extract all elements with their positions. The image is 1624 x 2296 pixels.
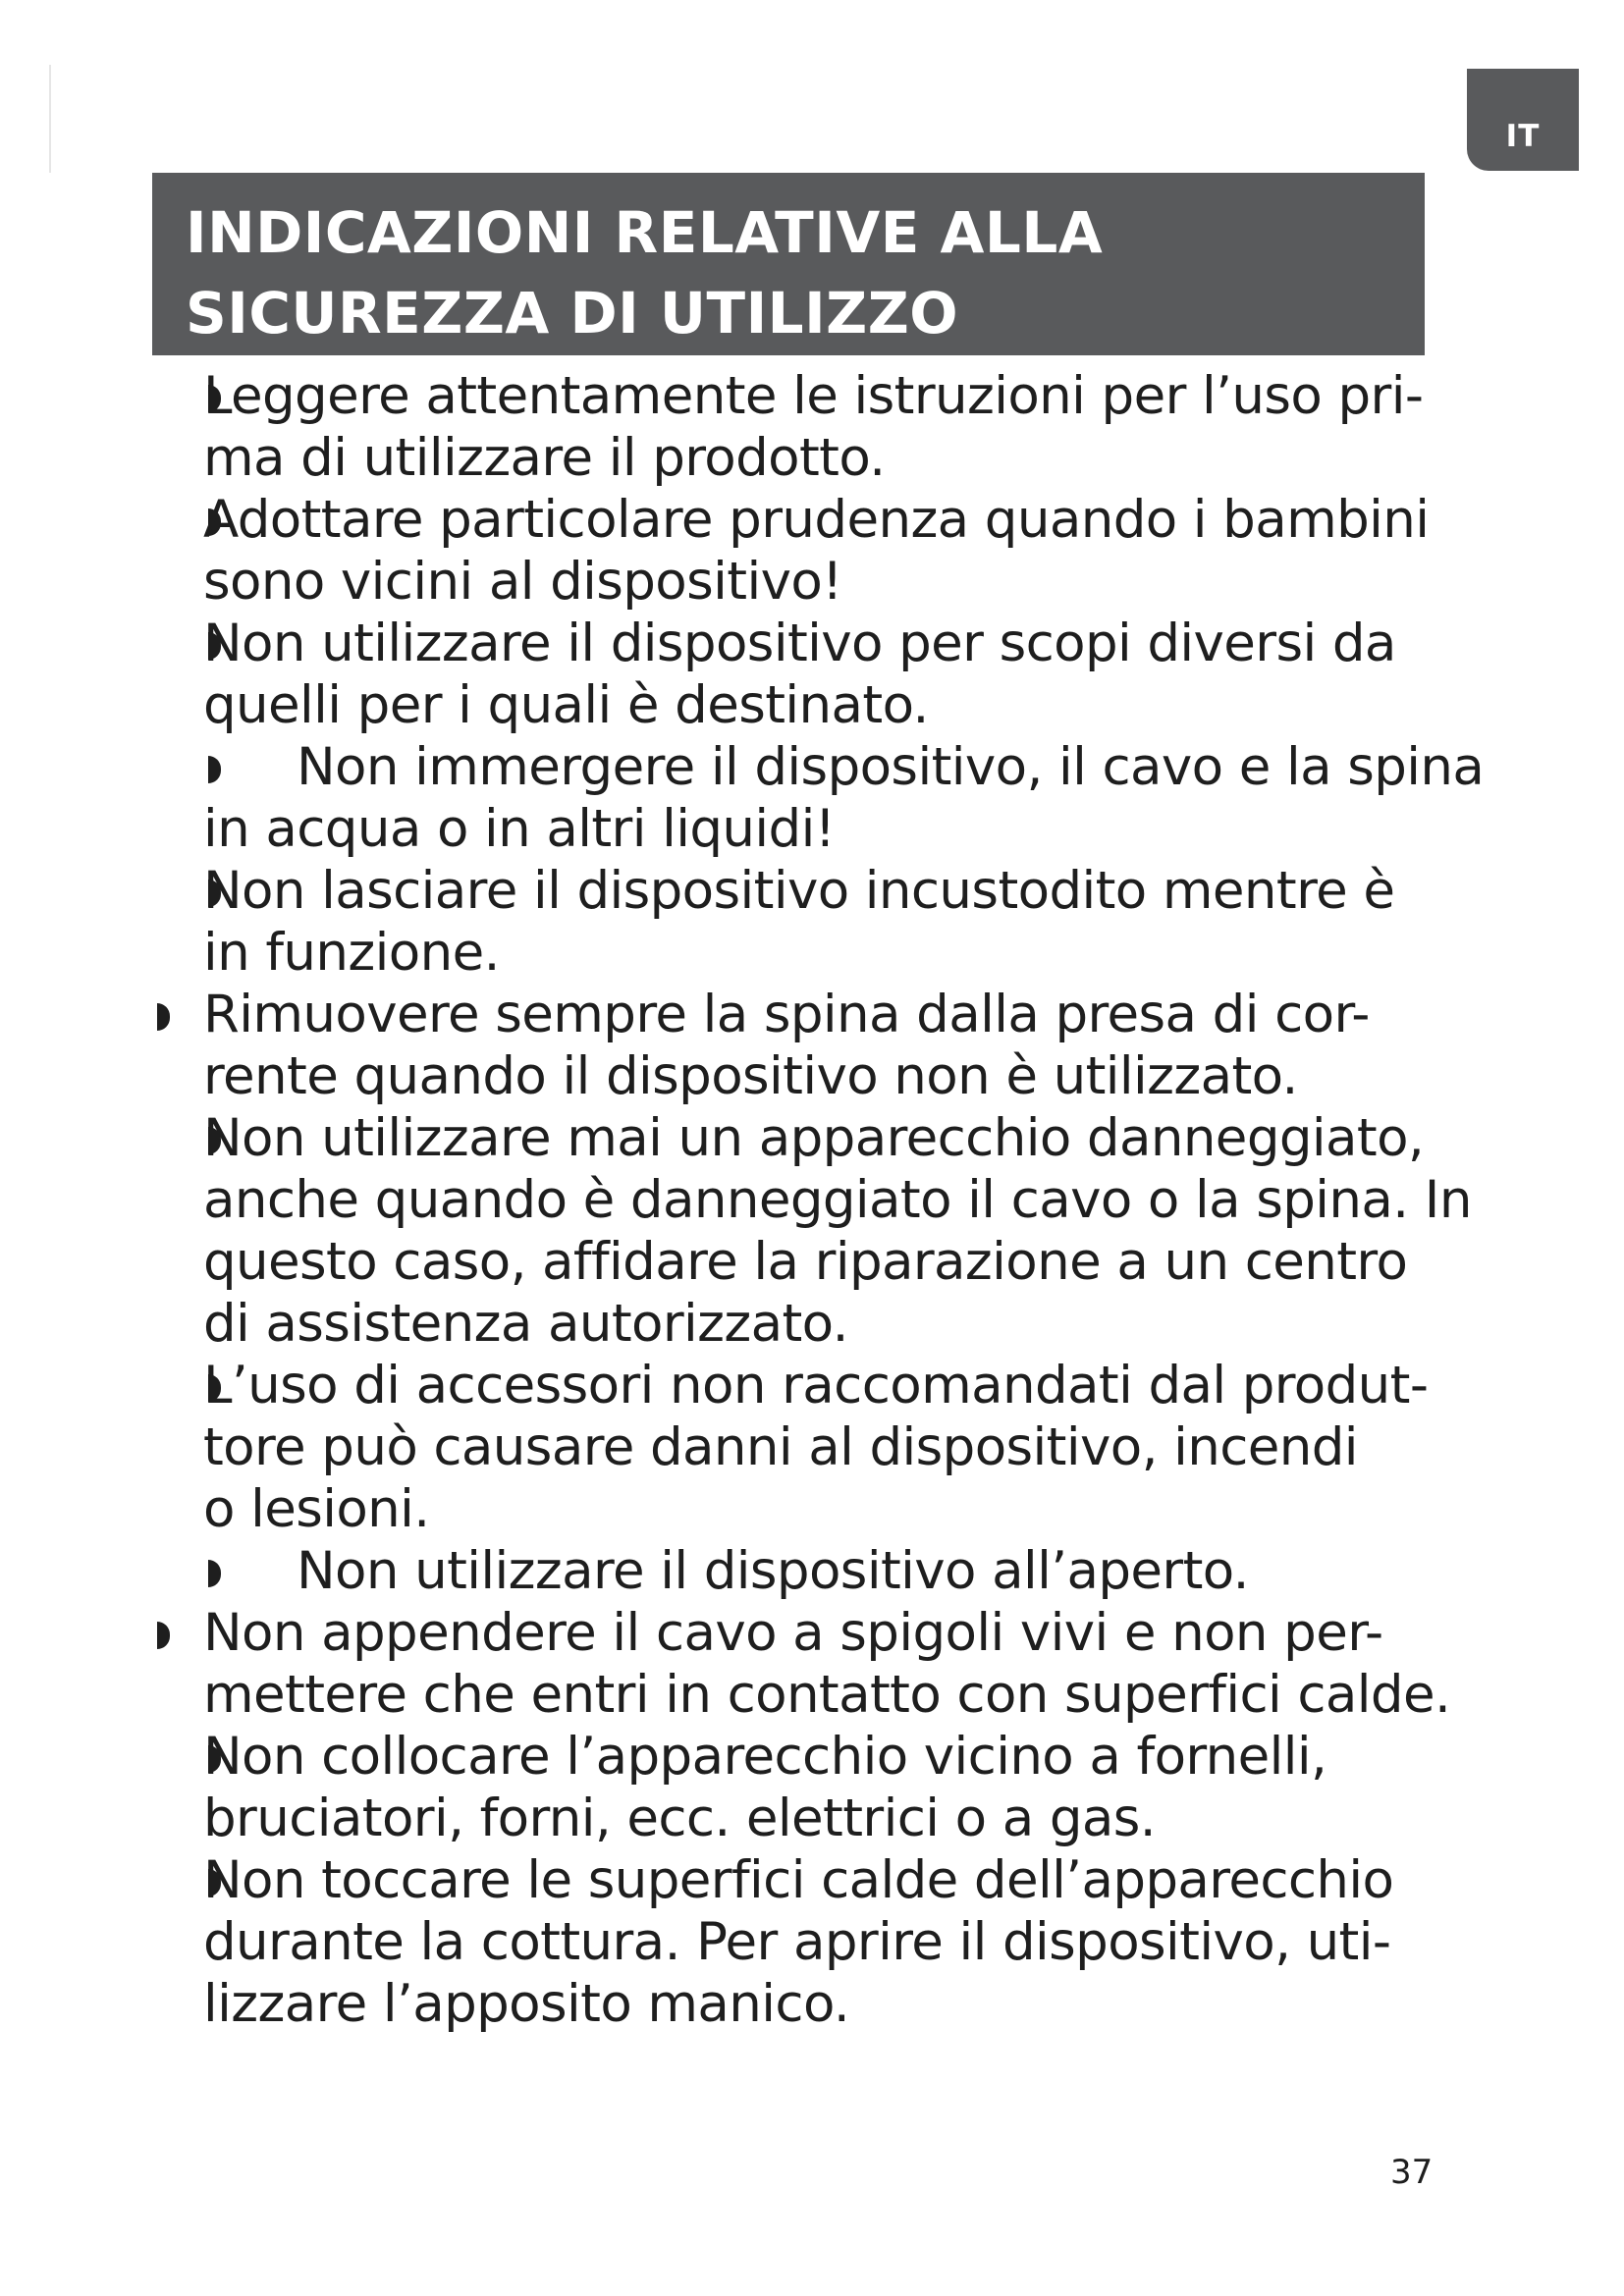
instruction-text: in acqua o in altri liquidi! (203, 799, 836, 859)
language-label: IT (1505, 119, 1541, 154)
instruction-text: Non toccare le superfici calde dell’apparecchio (203, 1850, 1394, 1910)
instruction-line (0, 736, 1624, 798)
instruction-text: L’uso di accessori non raccomandati dal produt- (203, 1356, 1429, 1415)
instruction-line (0, 427, 1624, 489)
section-title-banner (152, 173, 1425, 355)
instruction-line (0, 1107, 1624, 1169)
instruction-line (0, 489, 1624, 551)
instruction-text: di assistenza autorizzato. (203, 1294, 848, 1354)
instruction-line (0, 551, 1624, 613)
instruction-line (0, 1045, 1624, 1107)
instruction-text: questo caso, affidare la riparazione a un centro (203, 1232, 1408, 1292)
instruction-line (0, 1169, 1624, 1231)
instruction-line (0, 1911, 1624, 1973)
instruction-line (0, 1478, 1624, 1540)
page-number: 37 (1390, 2153, 1434, 2192)
section-title-line-2: SICUREZZA DI UTILIZZO (186, 280, 959, 347)
instruction-line (0, 1726, 1624, 1788)
bullet-icon (208, 756, 221, 783)
instruction-text: Non appendere il cavo a spigoli vivi e non per- (203, 1603, 1383, 1663)
instruction-line (0, 798, 1624, 860)
instruction-line (0, 1602, 1624, 1664)
instruction-line (0, 1355, 1624, 1416)
language-tab (1467, 69, 1579, 171)
instruction-line (0, 860, 1624, 922)
instruction-line (0, 613, 1624, 674)
safety-instructions-list (0, 365, 1624, 2035)
instruction-text: Non collocare l’apparecchio vicino a fornelli, (203, 1727, 1327, 1787)
instruction-line (0, 1664, 1624, 1726)
instruction-text: ma di utilizzare il prodotto. (203, 428, 886, 488)
margin-rule (49, 65, 51, 173)
instruction-text: Adottare particolare prudenza quando i bambini (203, 490, 1430, 550)
instruction-text: rente quando il dispositivo non è utilizzato. (203, 1046, 1298, 1106)
instruction-line (0, 922, 1624, 984)
instruction-text: Rimuovere sempre la spina dalla presa di cor- (203, 985, 1370, 1044)
instruction-text: tore può causare danni al dispositivo, incendi (203, 1417, 1358, 1477)
instruction-text: sono vicini al dispositivo! (203, 552, 842, 612)
instruction-text: bruciatori, forni, ecc. elettrici o a gas. (203, 1789, 1157, 1848)
instruction-text: quelli per i quali è destinato. (203, 675, 929, 735)
instruction-text: anche quando è danneggiato il cavo o la spina. In (203, 1170, 1472, 1230)
instruction-line (0, 1231, 1624, 1293)
instruction-line (0, 1293, 1624, 1355)
instruction-line (0, 1973, 1624, 2035)
instruction-text: o lesioni. (203, 1479, 430, 1539)
instruction-text: Non lasciare il dispositivo incustodito mentre è (203, 861, 1395, 921)
instruction-text: in funzione. (203, 923, 500, 983)
instruction-line (0, 1788, 1624, 1849)
instruction-text: durante la cottura. Per aprire il dispositivo, uti- (203, 1912, 1391, 1972)
instruction-line (0, 1540, 1624, 1602)
instruction-text: Non utilizzare mai un apparecchio danneggiato, (203, 1108, 1425, 1168)
bullet-icon (208, 1560, 221, 1587)
section-title-line-1: INDICAZIONI RELATIVE ALLA (186, 199, 1104, 266)
instruction-line (0, 674, 1624, 736)
instruction-text: Non utilizzare il dispositivo all’aperto. (297, 1541, 1249, 1601)
instruction-text: Leggere attentamente le istruzioni per l’uso pri- (203, 366, 1424, 426)
instruction-text: lizzare l’apposito manico. (203, 1974, 850, 2034)
instruction-line (0, 365, 1624, 427)
instruction-line (0, 1849, 1624, 1911)
instruction-text: Non utilizzare il dispositivo per scopi diversi da (203, 614, 1396, 673)
instruction-line (0, 984, 1624, 1045)
instruction-text: Non immergere il dispositivo, il cavo e la spina (297, 737, 1485, 797)
bullet-icon (157, 1622, 170, 1649)
bullet-icon (157, 1003, 170, 1031)
instruction-text: mettere che entri in contatto con superfici calde. (203, 1665, 1451, 1725)
instruction-line (0, 1416, 1624, 1478)
